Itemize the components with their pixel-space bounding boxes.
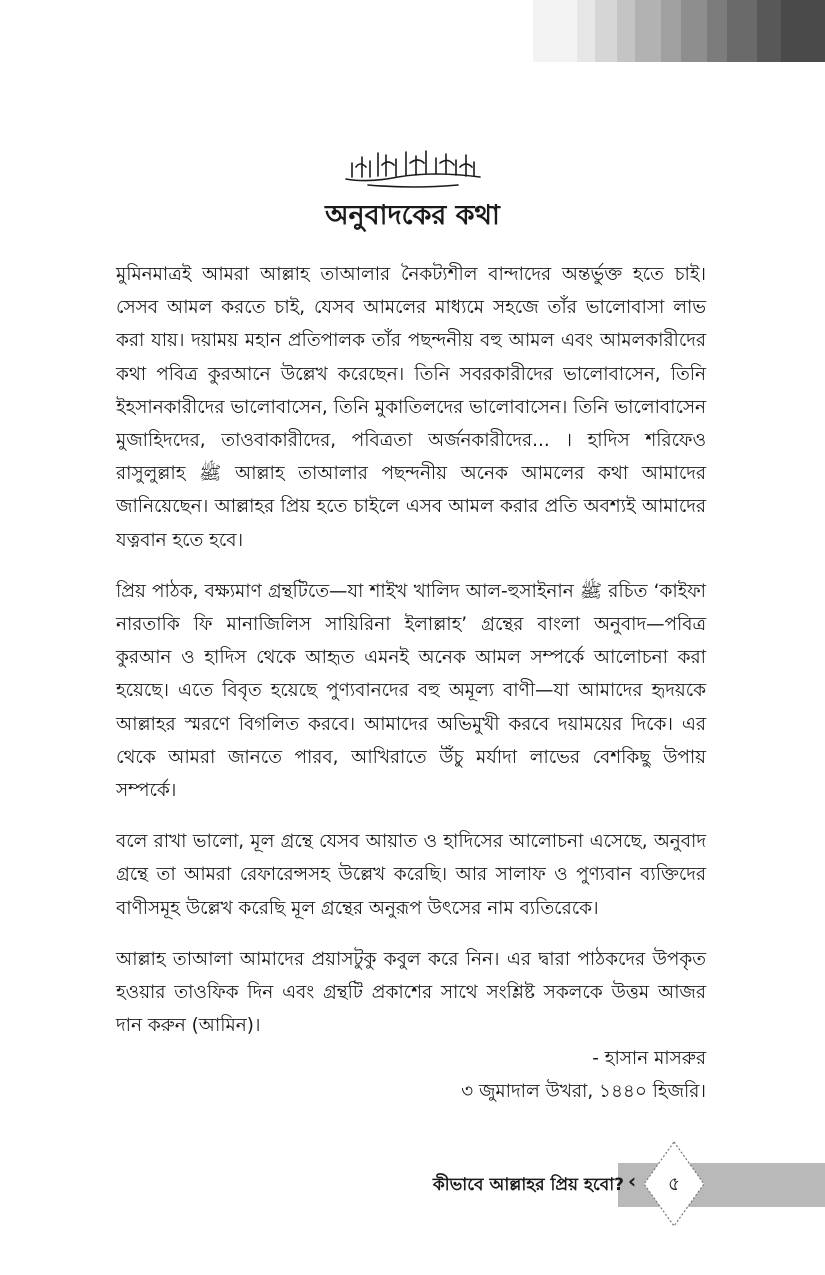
body-text — [116, 258, 706, 1108]
header-bar-segment — [577, 0, 595, 62]
header-bar-segment — [617, 0, 635, 62]
header-bar-segment — [595, 0, 617, 62]
bismillah-calligraphy-icon — [0, 143, 825, 195]
paragraph: মুমিনমাত্রই আমরা আল্লাহ তাআলার নৈকট্যশীল বান্দাদের অন্তর্ভুক্ত হতে চাই। সেসব আমল করতে চাই, যেসব আমলের মাধ্যমে সহজে তাঁর ভালোবাসা লাভ করা যায়। দয়াময় মহান প্রতিপালক তাঁর পছন্দনীয় বহু আমল এবং আমলকারীদের কথা পবিত্র কুরআনে উল্লেখ করেছেন। তিনি সবরকারীদের ভালোবাসেন, তিনি ইহসানকারীদের ভালোবাসেন, তিনি মুকাতিলদের ভালোবাসেন। তিনি ভালোবাসেন মুজাহিদদের, তাওবাকারীদের, পবিত্রতা অর্জনকারীদের... । হাদিস শরিফেও রাসুলুল্লাহ ﷺ আল্লাহ তাআলার পছন্দনীয় অনেক আমলের কথা আমাদের জানিয়েছেন। আল্লাহর প্রিয় হতে চাইলে এসব আমল করার প্রতি অবশ্যই আমাদের যত্নবান হতে হবে। — [116, 264, 706, 551]
header-bar-segment — [727, 0, 757, 62]
header-bar-segment — [681, 0, 707, 62]
header-bar-segment — [533, 0, 577, 62]
paragraph: আল্লাহ তাআলা আমাদের প্রয়াসটুকু কবুল করে নিন। এর দ্বারা পাঠকদের উপকৃত হওয়ার তাওফিক দিন এবং গ্রন্থটি প্রকাশের সাথে সংশ্লিষ্ট সকলকে উত্তম আজর দান করুন (আমিন)। — [116, 948, 706, 1037]
chevron-left-icon: ‹ — [628, 1169, 637, 1193]
paragraph: বলে রাখা ভালো, মূল গ্রন্থে যেসব আয়াত ও হাদিসের আলোচনা এসেছে, অনুবাদ গ্রন্থে তা আমরা রেফারেন্সসহ উল্লেখ করেছি। আর সালাফ ও পুণ্যবান ব্যক্তিদের বাণীসমূহ উল্লেখ করেছি মূল গ্রন্থের অনুরূপ উৎসের নাম ব্যতিরেকে। — [116, 831, 706, 919]
header-color-bar — [533, 0, 825, 62]
header-bar-segment — [635, 0, 661, 62]
header-bar-segment — [661, 0, 681, 62]
header-bar-segment — [757, 0, 781, 62]
translator-name: - হাসান মাসরুর — [592, 1048, 706, 1070]
footer-book-title: কীভাবে আল্লাহর প্রিয় হবো? — [432, 1175, 624, 1195]
bismillah-icon — [338, 143, 488, 191]
page-title: অনুবাদকের কথা — [325, 200, 500, 231]
signature-date: ৩ জুমাদাল উখরা, ১৪৪০ হিজরি। — [461, 1081, 706, 1103]
paragraph: প্রিয় পাঠক, বক্ষ্যমাণ গ্রন্থটিতে—যা শাইখ খালিদ আল-হুসাইনান ﷺ রচিত ‘কাইফা নারতাকি ফি মানাজিলিস সায়িরিনা ইলাল্লাহ’ গ্রন্থের বাংলা অনুবাদ—পবিত্র কুরআন ও হাদিস থেকে আহৃত এমনই অনেক আমল সম্পর্কে আলোচনা করা হয়েছে। এতে বিবৃত হয়েছে পুণ্যবানদের বহু অমূল্য বাণী—যা আমাদের হৃদয়কে আল্লাহর স্মরণে বিগলিত করবে। আমাদের অভিমুখী করবে দয়াময়ের দিকে। এর থেকে আমরা জানতে পারব, আখিরাতে উঁচু মর্যাদা লাভের বেশকিছু উপায় সম্পর্কে। — [116, 580, 706, 802]
header-bar-segment — [781, 0, 825, 62]
page-number: ৫ — [667, 1173, 681, 1195]
header-bar-segment — [707, 0, 727, 62]
